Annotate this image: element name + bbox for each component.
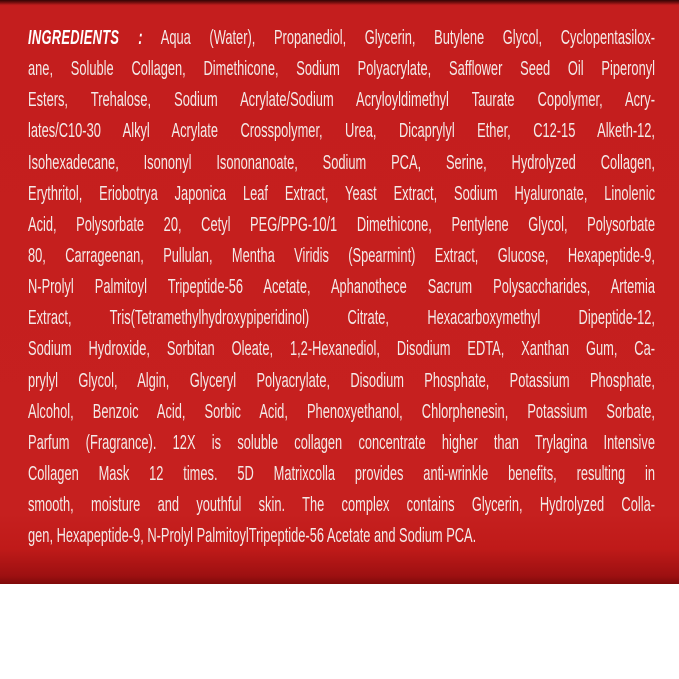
ingredients-line: Acid, Polysorbate 20, Cetyl PEG/PPG-10/1 Dimethicone, Pentylene Glycol, Polysorbate [28, 212, 655, 236]
ingredients-line: Alcohol, Benzoic Acid, Sorbic Acid, Phenoxyethanol, Chlorphenesin, Potassium Sorbate, [28, 399, 655, 423]
ingredients-line: gen, Hexapeptide-9, N-Prolyl PalmitoylTripeptide-56 Acetate and Sodium PCA. [28, 524, 477, 548]
ingredients-line: Sodium Hydroxide, Sorbitan Oleate, 1,2-Hexanediol, Disodium EDTA, Xanthan Gum, Ca- [28, 337, 655, 361]
panel-top-shadow [0, 0, 679, 5]
ingredients-line: smooth, moisture and youthful skin. The complex contains Glycerin, Hydrolyzed Colla- [28, 493, 655, 517]
ingredients-line-text: Aqua (Water), Propanediol, Glycerin, Butylene Glycol, Cyclopentasilox- [160, 26, 655, 49]
ingredients-line: Collagen Mask 12 times. 5D Matrixcolla provides anti-wrinkle benefits, resulting in [28, 461, 655, 485]
ingredients-line: Isohexadecane, Isononyl Isononanoate, Sodium PCA, Serine, Hydrolyzed Collagen, [28, 150, 655, 174]
ingredients-line: Erythritol, Eriobotrya Japonica Leaf Extract, Yeast Extract, Sodium Hyaluronate, Linolenic [28, 181, 655, 205]
ingredients-line: Extract, Tris(Tetramethylhydroxypiperidinol) Citrate, Hexacarboxymethyl Dipeptide-12, [28, 306, 655, 330]
ingredients-line: lates/C10-30 Alkyl Acrylate Crosspolymer, Urea, Dicaprylyl Ether, C12-15 Alketh-12, [28, 119, 655, 143]
ingredients-text-block [28, 22, 655, 551]
ingredients-line: prylyl Glycol, Algin, Glyceryl Polyacrylate, Disodium Phosphate, Potassium Phosphate, [28, 368, 655, 392]
ingredients-line: ane, Soluble Collagen, Dimethicone, Sodium Polyacrylate, Safflower Seed Oil Piperonyl [28, 57, 655, 81]
ingredients-line: Esters, Trehalose, Sodium Acrylate/Sodium Acryloyldimethyl Taurate Copolymer, Acry- [28, 88, 655, 112]
ingredients-line [28, 22, 655, 53]
ingredients-line: Parfum (Fragrance). 12X is soluble collagen concentrate higher than Trylagina Intensive [28, 430, 655, 454]
ingredients-line: 80, Carrageenan, Pullulan, Mentha Viridis (Spearmint) Extract, Glucose, Hexapeptide-9, [28, 243, 655, 267]
ingredients-heading-label: INGREDIENTS : [28, 26, 143, 49]
ingredients-line: N-Prolyl Palmitoyl Tripeptide-56 Acetate, Aphanothece Sacrum Polysaccharides, Artemia [28, 275, 655, 299]
bottom-white-margin [0, 584, 679, 679]
